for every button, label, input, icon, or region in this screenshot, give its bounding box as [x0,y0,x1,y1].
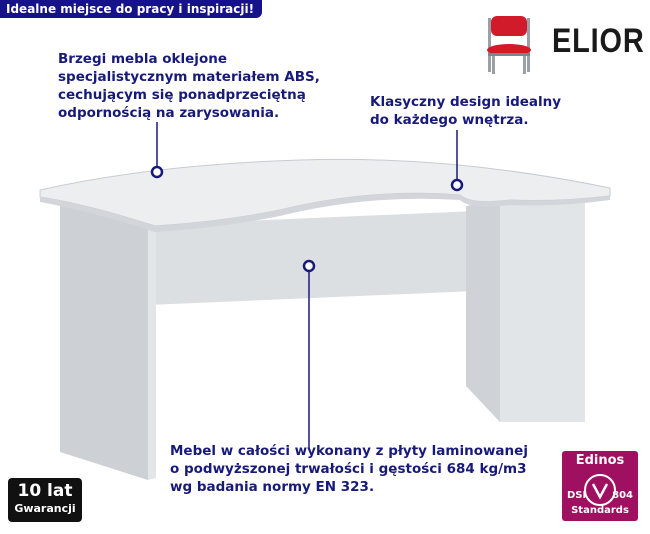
callout-edges: Brzegi mebla oklejone specjalistycznym materiałem ABS, cechującym się ponadprzeciętną odpornością na zarysowania. [58,51,320,121]
warranty-years: 10 lat [17,481,73,501]
certificate-left: DSI [567,490,587,501]
callout-marker-design [452,180,462,190]
desk-right-leg [500,195,585,422]
callout-marker-material [304,261,314,271]
warranty-label: Gwarancji [14,502,76,515]
callout-design: Klasyczny design idealny do każdego wnętrza. [370,94,562,128]
brand-name: ELIOR [552,22,645,60]
certificate-right: 804 [612,490,633,501]
warranty-badge [8,478,82,522]
callout-marker-edges [152,167,162,177]
callout-material: Mebel w całości wykonany z płyty laminowanej o podwyższonej trwałości i gęstości 684 kg/m3 wg badania normy EN 323. [170,443,528,495]
desk-left-leg [60,196,148,480]
certificate-bottom: Standards [571,505,629,516]
certificate-brand: Edinos [575,453,625,468]
promo-banner: Idealne miejsce do pracy i inspiracji! [0,0,262,18]
certificate-badge [562,451,638,521]
